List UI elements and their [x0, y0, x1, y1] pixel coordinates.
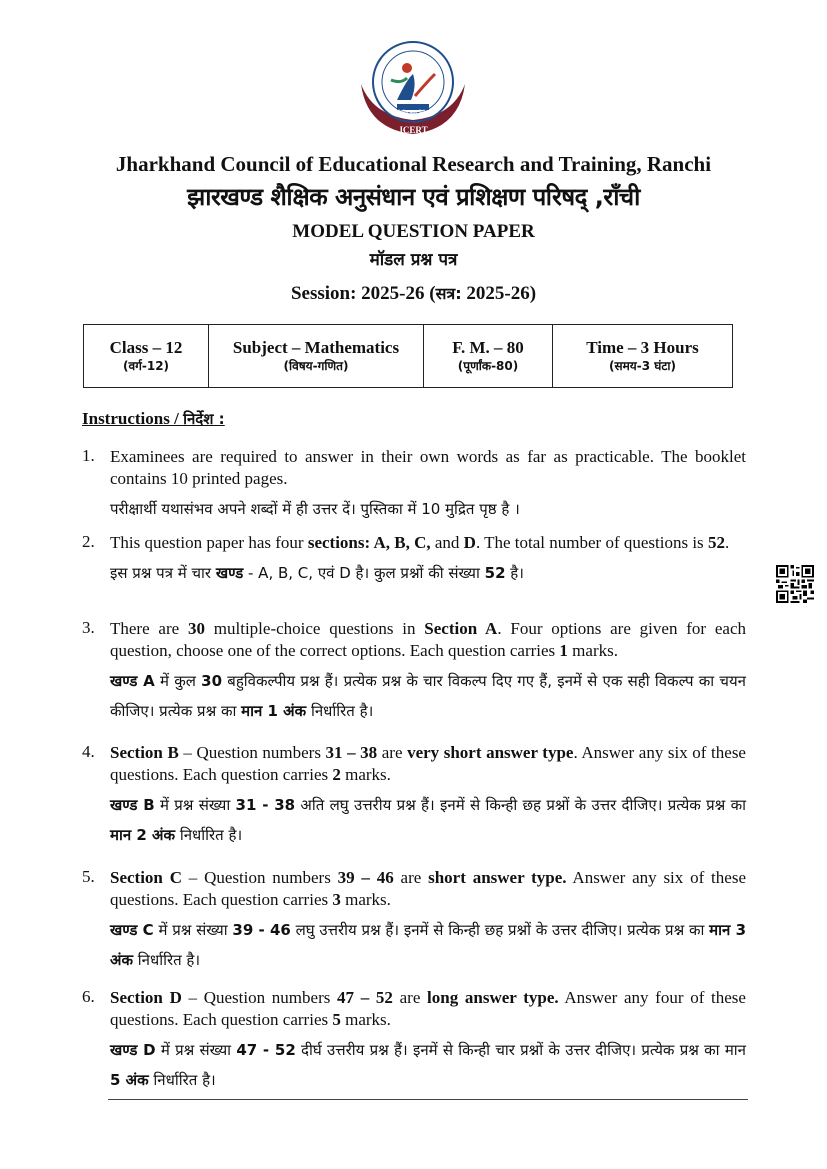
subject-hi: (विषय-गणित): [283, 359, 349, 373]
session-en: Session: 2025-26 (: [290, 283, 436, 304]
instructions-heading-en: Instructions /: [82, 409, 184, 428]
instructions-heading-hi: निर्देश :: [183, 410, 225, 428]
instruction-6: [82, 987, 746, 1095]
instruction-number: 1.: [82, 446, 95, 465]
instruction-number: 5.: [82, 867, 95, 886]
instruction-text-en: This question paper has four sections: A, B, C, and D. The total number of questions is 52.: [110, 533, 730, 552]
session-hi: सत्र:: [435, 284, 462, 303]
instruction-number: 6.: [82, 987, 95, 1006]
instruction-text-en: Section C – Question numbers 39 – 46 are short answer type. Answer any six of these questions. Each question carries 3 marks.: [110, 868, 746, 909]
qr-code-icon: [776, 565, 814, 603]
logo-motto: नवोन्मेष प्रज्ञा निकेतन: [393, 110, 433, 116]
jcert-logo-icon: [357, 34, 469, 146]
logo-label: JCERT: [398, 125, 428, 135]
instruction-text-hi: खण्ड A में कुल 30 बहुविकल्पीय प्रश्न हैं। प्रत्येक प्रश्न के चार विकल्प दिए गए हैं, इनमें से एक सही विकल्प का चयन कीजिए। प्रत्येक प्रश्न का मान 1 अंक निर्धारित है।: [110, 672, 746, 720]
marks-hi: (पूर्णांक-80): [457, 359, 519, 373]
marks-en: F. M. – 80: [452, 338, 524, 357]
time-hi: (समय-3 घंटा): [609, 359, 676, 373]
instruction-text-hi: खण्ड D में प्रश्न संख्या 47 - 52 दीर्घ उत्तरीय प्रश्न हैं। इनमें से किन्ही चार प्रश्नों के उत्तर दीजिए। प्रत्येक प्रश्न का मान 5 अंक निर्धारित है।: [110, 1041, 747, 1089]
instructions-heading: [82, 409, 225, 429]
time-en: Time – 3 Hours: [586, 338, 699, 357]
class-hi: (वर्ग-12): [122, 359, 170, 373]
instruction-text-hi: इस प्रश्न पत्र में चार खण्ड - A, B, C, एवं D है। कुल प्रश्नों की संख्या 52 है।: [110, 564, 524, 582]
instruction-4: [82, 742, 746, 850]
instruction-3: [82, 618, 746, 726]
exam-info-table: [83, 324, 733, 388]
instruction-number: 4.: [82, 742, 95, 761]
instruction-text-hi: परीक्षार्थी यथासंभव अपने शब्दों में ही उत्तर दें। पुस्तिका में 10 मुद्रित पृष्ठ है ।: [110, 500, 520, 518]
session-line: [0, 282, 827, 305]
instruction-1: [82, 446, 746, 524]
instruction-5: [82, 867, 746, 975]
paper-title-hi: मॉडल प्रश्न पत्र: [369, 250, 458, 270]
bottom-rule: [108, 1099, 748, 1100]
instruction-text-en: There are 30 multiple-choice questions in Section A. Four options are given for each question, choose one of the correct options. Each question carries 1 marks.: [110, 619, 746, 660]
instruction-text-en: Section D – Question numbers 47 – 52 are long answer type. Answer any four of these questions. Each question carries 5 marks.: [110, 988, 746, 1029]
org-name-hi: झारखण्ड शैक्षिक अनुसंधान एवं प्रशिक्षण परिषद् ,राँची: [187, 183, 640, 211]
session-tail: 2025-26): [461, 283, 537, 304]
instruction-number: 3.: [82, 618, 95, 637]
time-cell: [553, 325, 733, 388]
org-name-en: Jharkhand Council of Educational Research and Training, Ranchi: [115, 152, 712, 176]
marks-cell: [424, 325, 553, 388]
instruction-text-hi: खण्ड C में प्रश्न संख्या 39 - 46 लघु उत्तरीय प्रश्न हैं। इनमें से किन्ही छह प्रश्नों के उत्तर दीजिए। प्रत्येक प्रश्न का मान 3 अंक निर्धारित है।: [110, 921, 747, 969]
instruction-text-en: Examinees are required to answer in their own words as far as practicable. The booklet contains 10 printed pages.: [110, 447, 746, 488]
instruction-2: [82, 532, 746, 588]
instruction-text-hi: खण्ड B में प्रश्न संख्या 31 - 38 अति लघु उत्तरीय प्रश्न हैं। इनमें से किन्ही छह प्रश्नों के उत्तर दीजिए। प्रत्येक प्रश्न का मान 2 अंक निर्धारित है।: [110, 796, 747, 844]
class-cell: [84, 325, 209, 388]
instruction-number: 2.: [82, 532, 95, 551]
subject-en: Subject – Mathematics: [232, 338, 400, 357]
class-en: Class – 12: [109, 338, 183, 357]
instruction-text-en: Section B – Question numbers 31 – 38 are very short answer type. Answer any six of these questions. Each question carries 2 marks.: [110, 743, 746, 784]
subject-cell: [209, 325, 424, 388]
paper-title-en: MODEL QUESTION PAPER: [292, 221, 535, 242]
